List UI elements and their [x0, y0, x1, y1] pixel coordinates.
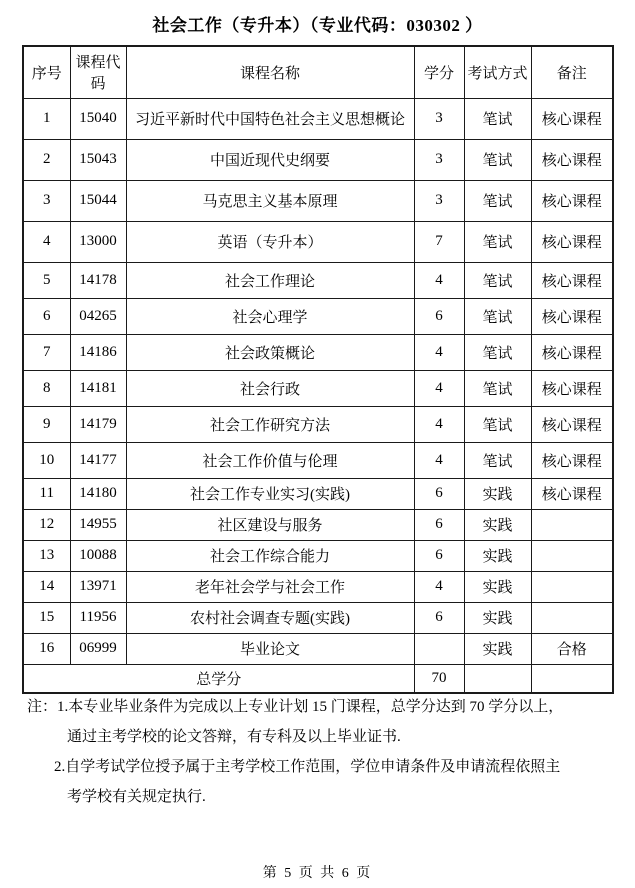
cell-exam: 笔试: [464, 139, 531, 180]
table-row: [23, 180, 613, 221]
table-row: [23, 442, 613, 478]
table-row: [23, 262, 613, 298]
cell-code: 11956: [70, 602, 126, 633]
cell-credits: 4: [414, 370, 464, 406]
note-line-3: 2.自学考试学位授予属于主考学校工作范围，学位申请条件及申请流程依照主: [54, 759, 561, 775]
cell-credits: 3: [414, 180, 464, 221]
table-row: [23, 221, 613, 262]
cell-credits: 3: [414, 98, 464, 139]
cell-code: 14179: [70, 406, 126, 442]
cell-exam: 笔试: [464, 180, 531, 221]
cell-code: 15044: [70, 180, 126, 221]
cell-code: 15043: [70, 139, 126, 180]
cell-code: 14178: [70, 262, 126, 298]
cell-credits: 6: [414, 509, 464, 540]
table-header-row: [23, 46, 613, 98]
cell-seq: 13: [23, 540, 70, 571]
cell-seq: 14: [23, 571, 70, 602]
cell-seq: 5: [23, 262, 70, 298]
cell-code: 06999: [70, 633, 126, 664]
cell-exam: 笔试: [464, 98, 531, 139]
cell-note: [531, 509, 613, 540]
cell-credits: 4: [414, 406, 464, 442]
cell-note: [531, 571, 613, 602]
cell-exam: 实践: [464, 509, 531, 540]
cell-note: 核心课程: [531, 139, 613, 180]
cell-seq: 9: [23, 406, 70, 442]
cell-exam: 实践: [464, 602, 531, 633]
note-line-2: 通过主考学校的论文答辩，有专科及以上毕业证书.: [67, 729, 401, 745]
table-row: [23, 540, 613, 571]
cell-note: 核心课程: [531, 442, 613, 478]
cell-code: 14186: [70, 334, 126, 370]
cell-note: 核心课程: [531, 262, 613, 298]
cell-name: 农村社会调查专题(实践): [126, 602, 414, 633]
cell-credits: 4: [414, 334, 464, 370]
cell-note: 核心课程: [531, 221, 613, 262]
cell-code: 15040: [70, 98, 126, 139]
cell-name: 英语（专升本）: [126, 221, 414, 262]
cell-credits: 7: [414, 221, 464, 262]
cell-note: 核心课程: [531, 298, 613, 334]
cell-code: 13971: [70, 571, 126, 602]
cell-name: 中国近现代史纲要: [126, 139, 414, 180]
cell-exam: 笔试: [464, 334, 531, 370]
cell-name: 老年社会学与社会工作: [126, 571, 414, 602]
cell-code: 14177: [70, 442, 126, 478]
table-row: [23, 406, 613, 442]
cell-exam: 笔试: [464, 221, 531, 262]
cell-seq: 2: [23, 139, 70, 180]
cell-name: 社会政策概论: [126, 334, 414, 370]
cell-exam: 笔试: [464, 298, 531, 334]
cell-credits: 4: [414, 442, 464, 478]
cell-name: 毕业论文: [126, 633, 414, 664]
cell-exam: 笔试: [464, 406, 531, 442]
cell-note: 合格: [531, 633, 613, 664]
cell-note: 核心课程: [531, 334, 613, 370]
header-exam: 考试方式: [464, 46, 531, 98]
cell-note: 核心课程: [531, 370, 613, 406]
cell-code: 10088: [70, 540, 126, 571]
cell-note: 核心课程: [531, 98, 613, 139]
cell-name: 社会行政: [126, 370, 414, 406]
total-note-cell: [531, 664, 613, 693]
cell-credits: 6: [414, 478, 464, 509]
page-title: 社会工作（专升本）（专业代码：030302 ）: [152, 16, 483, 35]
cell-exam: 笔试: [464, 370, 531, 406]
page-number: 第 5 页 共 6 页: [262, 866, 373, 881]
header-name: 课程名称: [126, 46, 414, 98]
cell-seq: 12: [23, 509, 70, 540]
cell-credits: 6: [414, 298, 464, 334]
note-line-4: 考学校有关规定执行.: [67, 789, 206, 805]
cell-code: 14180: [70, 478, 126, 509]
cell-note: 核心课程: [531, 406, 613, 442]
course-plan-table: [22, 45, 614, 694]
table-row: [23, 602, 613, 633]
table-row: [23, 298, 613, 334]
cell-name: 社会工作价值与伦理: [126, 442, 414, 478]
cell-exam: 笔试: [464, 262, 531, 298]
note-line-1: 注：1.本专业毕业条件为完成以上专业计划 15 门课程，总学分达到 70 学分以上，: [27, 699, 564, 715]
table-row: [23, 370, 613, 406]
cell-code: 04265: [70, 298, 126, 334]
cell-seq: 10: [23, 442, 70, 478]
cell-name: 马克思主义基本原理: [126, 180, 414, 221]
header-code: 课程代码: [70, 46, 126, 98]
cell-name: 社会心理学: [126, 298, 414, 334]
cell-seq: 11: [23, 478, 70, 509]
table-row: [23, 509, 613, 540]
notes-section: [27, 699, 612, 819]
cell-exam: 实践: [464, 633, 531, 664]
cell-code: 14181: [70, 370, 126, 406]
cell-credits: 6: [414, 540, 464, 571]
cell-note: [531, 540, 613, 571]
cell-name: 社会工作理论: [126, 262, 414, 298]
cell-name: 社会工作研究方法: [126, 406, 414, 442]
table-row: [23, 571, 613, 602]
cell-seq: 1: [23, 98, 70, 139]
cell-credits: 4: [414, 571, 464, 602]
cell-note: 核心课程: [531, 180, 613, 221]
total-row: [23, 664, 613, 693]
header-credits: 学分: [414, 46, 464, 98]
header-note: 备注: [531, 46, 613, 98]
cell-seq: 3: [23, 180, 70, 221]
cell-credits: 6: [414, 602, 464, 633]
total-label: 总学分: [23, 664, 414, 693]
cell-code: 14955: [70, 509, 126, 540]
cell-credits: 4: [414, 262, 464, 298]
cell-note: 核心课程: [531, 478, 613, 509]
cell-name: 社区建设与服务: [126, 509, 414, 540]
table-row: [23, 478, 613, 509]
cell-seq: 4: [23, 221, 70, 262]
total-exam-cell: [464, 664, 531, 693]
cell-seq: 7: [23, 334, 70, 370]
cell-credits: [414, 633, 464, 664]
cell-name: 社会工作专业实习(实践): [126, 478, 414, 509]
cell-name: 社会工作综合能力: [126, 540, 414, 571]
table-row: [23, 334, 613, 370]
cell-seq: 8: [23, 370, 70, 406]
table-row: [23, 98, 613, 139]
cell-exam: 实践: [464, 540, 531, 571]
cell-code: 13000: [70, 221, 126, 262]
cell-note: [531, 602, 613, 633]
cell-seq: 16: [23, 633, 70, 664]
table-row: [23, 633, 613, 664]
header-seq: 序号: [23, 46, 70, 98]
cell-exam: 实践: [464, 571, 531, 602]
cell-credits: 3: [414, 139, 464, 180]
cell-seq: 6: [23, 298, 70, 334]
cell-seq: 15: [23, 602, 70, 633]
cell-exam: 实践: [464, 478, 531, 509]
cell-exam: 笔试: [464, 442, 531, 478]
cell-name: 习近平新时代中国特色社会主义思想概论: [126, 98, 414, 139]
total-credits: 70: [414, 664, 464, 693]
table-row: [23, 139, 613, 180]
